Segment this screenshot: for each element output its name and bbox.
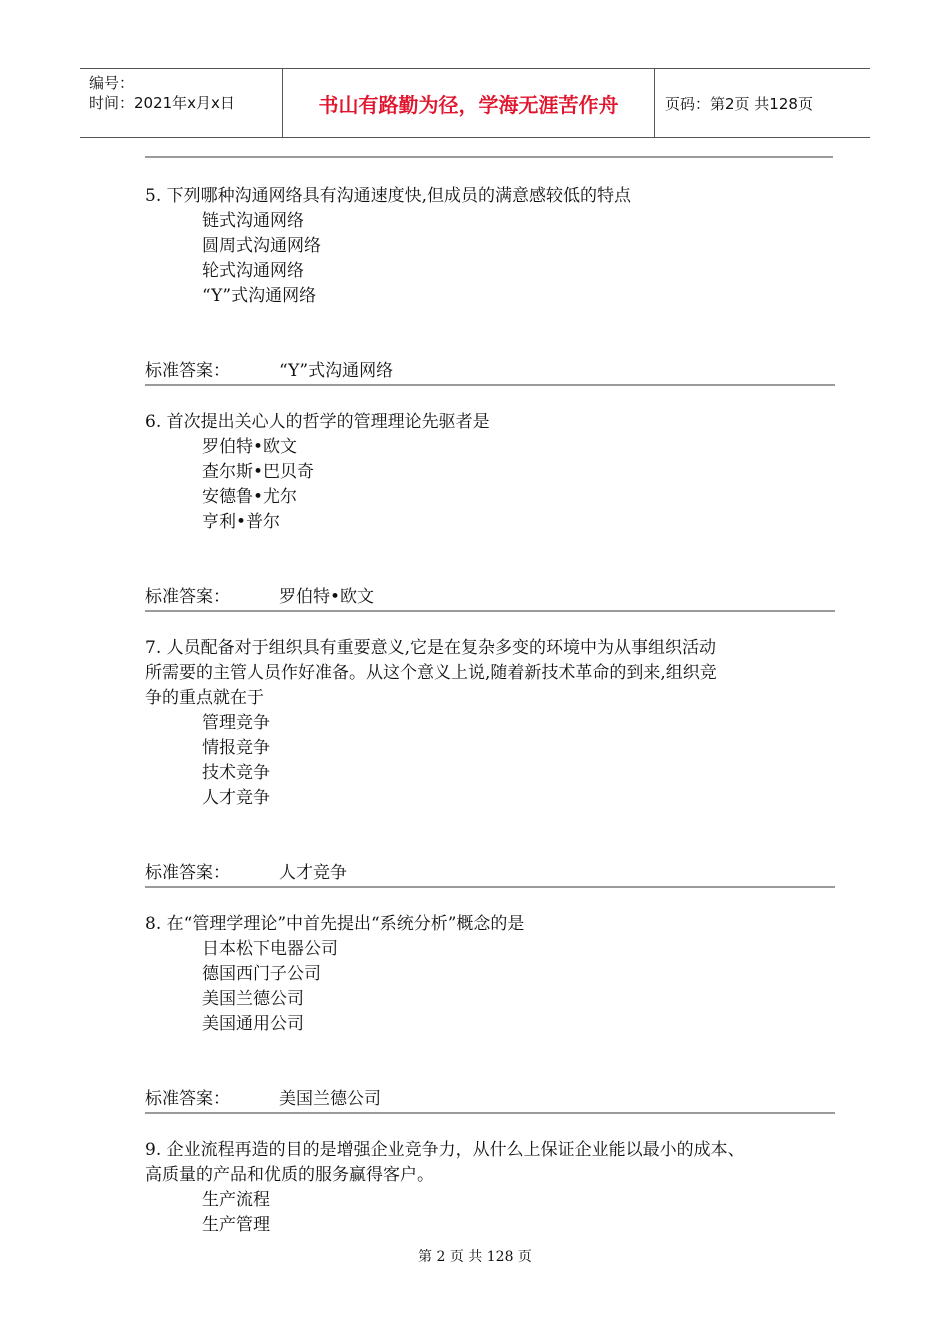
answer-value: 人才竞争 [279, 863, 347, 883]
question-8 [145, 912, 835, 1138]
question-stem-line: 所需要的主管人员作好准备。从这个意义上说,随着新技术革命的到来,组织竞 [145, 663, 717, 683]
option: 美国兰德公司 [202, 989, 304, 1009]
question-stem-line: 7. 人员配备对于组织具有重要意义,它是在复杂多变的环境中为从事组织活动 [145, 638, 717, 658]
header-page-info: 页码：第2页 共128页 [665, 94, 813, 113]
option: 罗伯特•欧文 [202, 437, 298, 457]
question-7 [145, 636, 835, 912]
question-stem-line: 争的重点就在于 [145, 688, 264, 708]
question-stem-line: 9. 企业流程再造的目的是增强企业竞争力，从什么上保证企业能以最小的成本、 [145, 1140, 745, 1160]
answer-label: 标准答案： [145, 863, 230, 883]
time-label: 时间：2021年x月x日 [89, 94, 235, 112]
question-stem: 6. 首次提出关心人的哲学的管理理论先驱者是 [145, 412, 490, 432]
question-stem-line: 高质量的产品和优质的服务赢得客户。 [145, 1165, 434, 1185]
option: 美国通用公司 [202, 1014, 304, 1034]
option: 技术竞争 [202, 763, 270, 783]
page-footer: 第 2 页 共 128 页 [418, 1249, 532, 1265]
option: 亨利•普尔 [202, 512, 281, 532]
option: 生产流程 [202, 1190, 270, 1210]
question-stem: 8. 在“管理学理论”中首先提出“系统分析”概念的是 [145, 914, 525, 934]
question-stem: 5. 下列哪种沟通网络具有沟通速度快,但成员的满意感较低的特点 [145, 186, 632, 206]
option: 链式沟通网络 [202, 211, 304, 231]
answer-row [145, 1087, 835, 1114]
answer-row [145, 585, 835, 612]
option: 生产管理 [202, 1215, 270, 1235]
page-header [80, 68, 870, 138]
question-6 [145, 410, 835, 636]
option: 管理竞争 [202, 713, 270, 733]
answer-value: “Y”式沟通网络 [279, 361, 394, 381]
option: 日本松下电器公司 [202, 939, 338, 959]
answer-row [145, 359, 835, 386]
option: 人才竞争 [202, 788, 270, 808]
question-list [145, 184, 835, 1238]
answer-value: 罗伯特•欧文 [279, 587, 375, 607]
answer-label: 标准答案： [145, 361, 230, 381]
question-9 [145, 1138, 835, 1238]
option: 情报竞争 [202, 738, 270, 758]
number-label: 编号： [89, 74, 135, 92]
header-meta [80, 69, 283, 137]
option: 轮式沟通网络 [202, 261, 304, 281]
option: 德国西门子公司 [202, 964, 321, 984]
header-motto: 书山有路勤为径，学海无涯苦作舟 [283, 69, 655, 137]
question-5 [145, 184, 835, 410]
option: “Y”式沟通网络 [202, 286, 317, 306]
option: 圆周式沟通网络 [202, 236, 321, 256]
option: 查尔斯•巴贝奇 [202, 462, 315, 482]
answer-label: 标准答案： [145, 587, 230, 607]
top-divider [145, 156, 833, 158]
answer-value: 美国兰德公司 [279, 1089, 381, 1109]
answer-label: 标准答案： [145, 1089, 230, 1109]
option: 安德鲁•尤尔 [202, 487, 298, 507]
answer-row [145, 861, 835, 888]
